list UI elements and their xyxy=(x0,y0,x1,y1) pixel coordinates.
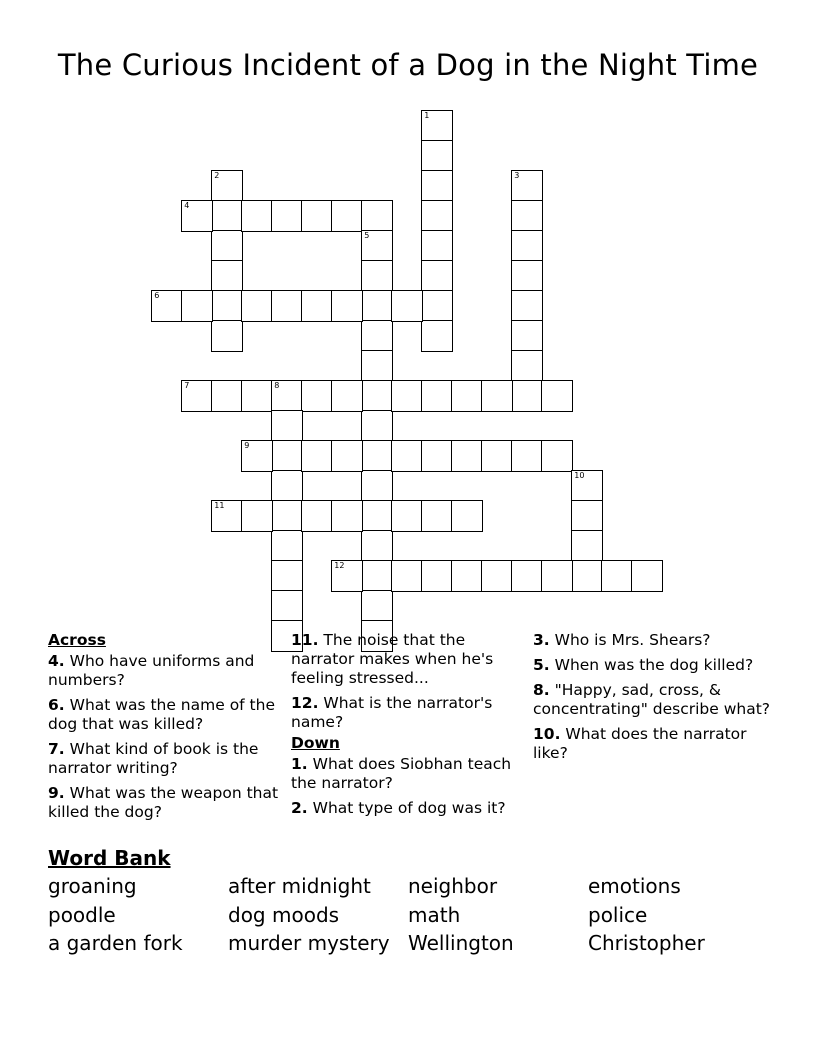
grid-cell[interactable] xyxy=(361,410,393,442)
down-clue-list-continued xyxy=(533,631,773,763)
grid-cell[interactable] xyxy=(511,200,543,232)
clue-number: 7 xyxy=(184,381,190,391)
clues-column-2 xyxy=(291,631,527,824)
clue-item-text: What kind of book is the narrator writing? xyxy=(48,740,259,777)
word-bank-item: after midnight xyxy=(228,874,371,898)
grid-cell[interactable] xyxy=(421,380,453,412)
grid-cell[interactable] xyxy=(511,260,543,292)
grid-cell[interactable] xyxy=(361,380,393,412)
word-bank-item: dog moods xyxy=(228,903,340,927)
grid-cell[interactable] xyxy=(421,320,453,352)
grid-cell[interactable] xyxy=(361,590,393,622)
across-heading: Across xyxy=(48,631,106,649)
grid-cell[interactable] xyxy=(271,290,303,322)
grid-cell[interactable] xyxy=(301,380,333,412)
grid-cell[interactable] xyxy=(271,530,303,562)
grid-cell[interactable] xyxy=(151,290,183,322)
clue-number: 5 xyxy=(364,231,370,241)
word-bank-item: poodle xyxy=(48,903,116,927)
down-clue-list xyxy=(291,755,527,818)
grid-cell[interactable] xyxy=(331,560,363,592)
grid-cell[interactable] xyxy=(391,290,423,322)
word-bank-item: murder mystery xyxy=(228,931,390,955)
grid-cell[interactable] xyxy=(481,380,513,412)
grid-cell[interactable] xyxy=(241,200,273,232)
grid-cell[interactable] xyxy=(511,560,543,592)
grid-cell[interactable] xyxy=(631,560,663,592)
grid-cell[interactable] xyxy=(391,560,423,592)
grid-cell[interactable] xyxy=(211,170,243,202)
grid-cell[interactable] xyxy=(361,440,393,472)
clue-number: 8 xyxy=(274,381,280,391)
clue-item-text: What does Siobhan teach the narrator? xyxy=(291,755,512,792)
grid-cell[interactable] xyxy=(211,500,243,532)
grid-cell[interactable] xyxy=(391,380,423,412)
clue-item-text: What was the name of the dog that was killed? xyxy=(48,696,275,733)
clue-number: 4 xyxy=(184,201,190,211)
grid-cell[interactable] xyxy=(391,500,423,532)
clue-item xyxy=(533,725,773,763)
clue-item xyxy=(48,784,288,822)
grid-cell[interactable] xyxy=(181,200,213,232)
grid-cell[interactable] xyxy=(541,380,573,412)
clue-item xyxy=(291,755,527,793)
grid-cell[interactable] xyxy=(241,500,273,532)
grid-cell[interactable] xyxy=(361,290,393,322)
grid-cell[interactable] xyxy=(511,230,543,262)
grid-cell[interactable] xyxy=(451,380,483,412)
clue-number: 10 xyxy=(574,471,585,481)
grid-cell[interactable] xyxy=(241,290,273,322)
grid-cell[interactable] xyxy=(331,500,363,532)
clue-number: 6 xyxy=(154,291,160,301)
grid-cell[interactable] xyxy=(421,200,453,232)
clue-item-text: Who is Mrs. Shears? xyxy=(549,631,711,649)
grid-cell[interactable] xyxy=(421,560,453,592)
word-bank-item: math xyxy=(408,903,461,927)
word-bank-item: a garden fork xyxy=(48,931,183,955)
grid-cell[interactable] xyxy=(301,200,333,232)
grid-cell[interactable] xyxy=(421,110,453,142)
grid-cell[interactable] xyxy=(361,470,393,502)
clue-item-text: The noise that the narrator makes when he's feeling stressed... xyxy=(291,631,494,687)
grid-cell[interactable] xyxy=(271,410,303,442)
grid-cell[interactable] xyxy=(361,200,393,232)
word-bank-item: Wellington xyxy=(408,931,514,955)
grid-cell[interactable] xyxy=(601,560,633,592)
word-bank-heading: Word Bank xyxy=(48,846,171,870)
clue-item xyxy=(291,799,527,818)
grid-cell[interactable] xyxy=(271,440,303,472)
grid-cell[interactable] xyxy=(571,530,603,562)
grid-cell[interactable] xyxy=(421,170,453,202)
grid-cell[interactable] xyxy=(331,290,363,322)
grid-cell[interactable] xyxy=(211,290,243,322)
clue-item xyxy=(533,631,773,650)
grid-cell[interactable] xyxy=(511,350,543,382)
clue-item-number: 11. xyxy=(291,631,319,649)
grid-cell[interactable] xyxy=(181,290,213,322)
word-bank-item: Christopher xyxy=(588,931,705,955)
clue-item-number: 10. xyxy=(533,725,561,743)
clue-item-text: What type of dog was it? xyxy=(307,799,506,817)
grid-cell[interactable] xyxy=(571,470,603,502)
clue-item xyxy=(48,740,288,778)
grid-cell[interactable] xyxy=(361,320,393,352)
grid-cell[interactable] xyxy=(211,230,243,262)
grid-cell[interactable] xyxy=(301,500,333,532)
word-bank-item: groaning xyxy=(48,874,137,898)
clues-column-3 xyxy=(533,631,773,769)
clue-item-number: 7. xyxy=(48,740,65,758)
clue-item-number: 5. xyxy=(533,656,550,674)
grid-cell[interactable] xyxy=(421,440,453,472)
grid-cell[interactable] xyxy=(331,380,363,412)
grid-cell[interactable] xyxy=(421,230,453,262)
clue-item xyxy=(291,631,527,688)
grid-cell[interactable] xyxy=(361,350,393,382)
grid-cell[interactable] xyxy=(511,380,543,412)
clue-item xyxy=(291,694,527,732)
grid-cell[interactable] xyxy=(511,440,543,472)
grid-cell[interactable] xyxy=(361,260,393,292)
word-bank-item: neighbor xyxy=(408,874,498,898)
grid-cell[interactable] xyxy=(421,290,453,322)
grid-cell[interactable] xyxy=(541,560,573,592)
grid-cell[interactable] xyxy=(271,200,303,232)
grid-cell[interactable] xyxy=(301,290,333,322)
clue-item-text: What is the narrator's name? xyxy=(291,694,493,731)
grid-cell[interactable] xyxy=(361,530,393,562)
page-title: The Curious Incident of a Dog in the Night Time xyxy=(57,48,759,82)
clue-item-number: 2. xyxy=(291,799,308,817)
grid-cell[interactable] xyxy=(211,380,243,412)
grid-cell[interactable] xyxy=(361,230,393,262)
grid-cell[interactable] xyxy=(181,380,213,412)
clue-item xyxy=(533,681,773,719)
clue-item-number: 9. xyxy=(48,784,65,802)
grid-cell[interactable] xyxy=(331,200,363,232)
clue-item-text: What was the weapon that killed the dog? xyxy=(48,784,279,821)
clue-number: 2 xyxy=(214,171,220,181)
grid-cell[interactable] xyxy=(451,500,483,532)
grid-cell[interactable] xyxy=(361,560,393,592)
clue-item-text: When was the dog killed? xyxy=(549,656,754,674)
grid-cell[interactable] xyxy=(511,290,543,322)
clue-number: 12 xyxy=(334,561,345,571)
grid-cell[interactable] xyxy=(511,170,543,202)
grid-cell[interactable] xyxy=(361,500,393,532)
grid-cell[interactable] xyxy=(571,500,603,532)
grid-cell[interactable] xyxy=(451,440,483,472)
grid-cell[interactable] xyxy=(241,380,273,412)
grid-cell[interactable] xyxy=(211,200,243,232)
clue-number: 3 xyxy=(514,171,520,181)
across-clue-list-continued xyxy=(291,631,527,732)
clue-item-number: 12. xyxy=(291,694,319,712)
grid-cell[interactable] xyxy=(481,440,513,472)
clue-item xyxy=(533,656,773,675)
grid-cell[interactable] xyxy=(271,500,303,532)
grid-cell[interactable] xyxy=(241,440,273,472)
grid-cell[interactable] xyxy=(211,260,243,292)
clues-column-1 xyxy=(48,631,288,828)
grid-cell[interactable] xyxy=(271,560,303,592)
clue-item-text: Who have uniforms and numbers? xyxy=(48,652,255,689)
grid-cell[interactable] xyxy=(481,560,513,592)
word-bank-item: emotions xyxy=(588,874,681,898)
grid-cell[interactable] xyxy=(421,140,453,172)
grid-cell[interactable] xyxy=(271,590,303,622)
clue-item xyxy=(48,696,288,734)
clue-number: 11 xyxy=(214,501,225,511)
grid-cell[interactable] xyxy=(511,320,543,352)
grid-cell[interactable] xyxy=(391,440,423,472)
clue-item-text: What does the narrator like? xyxy=(533,725,747,762)
clue-item-number: 8. xyxy=(533,681,550,699)
grid-cell[interactable] xyxy=(331,440,363,472)
grid-cell[interactable] xyxy=(211,320,243,352)
grid-cell[interactable] xyxy=(571,560,603,592)
clue-item-number: 3. xyxy=(533,631,550,649)
word-bank-item: police xyxy=(588,903,648,927)
grid-cell[interactable] xyxy=(541,440,573,472)
grid-cell[interactable] xyxy=(421,260,453,292)
grid-cell[interactable] xyxy=(271,380,303,412)
clue-item xyxy=(48,652,288,690)
clue-item-number: 4. xyxy=(48,652,65,670)
clue-item-number: 6. xyxy=(48,696,65,714)
grid-cell[interactable] xyxy=(301,440,333,472)
across-clue-list xyxy=(48,652,288,822)
grid-cell[interactable] xyxy=(451,560,483,592)
clue-number: 1 xyxy=(424,111,430,121)
clue-item-text: "Happy, sad, cross, & concentrating" describe what? xyxy=(533,681,771,718)
grid-cell[interactable] xyxy=(271,470,303,502)
clue-item-number: 1. xyxy=(291,755,308,773)
clue-number: 9 xyxy=(244,441,250,451)
grid-cell[interactable] xyxy=(421,500,453,532)
down-heading: Down xyxy=(291,734,340,752)
